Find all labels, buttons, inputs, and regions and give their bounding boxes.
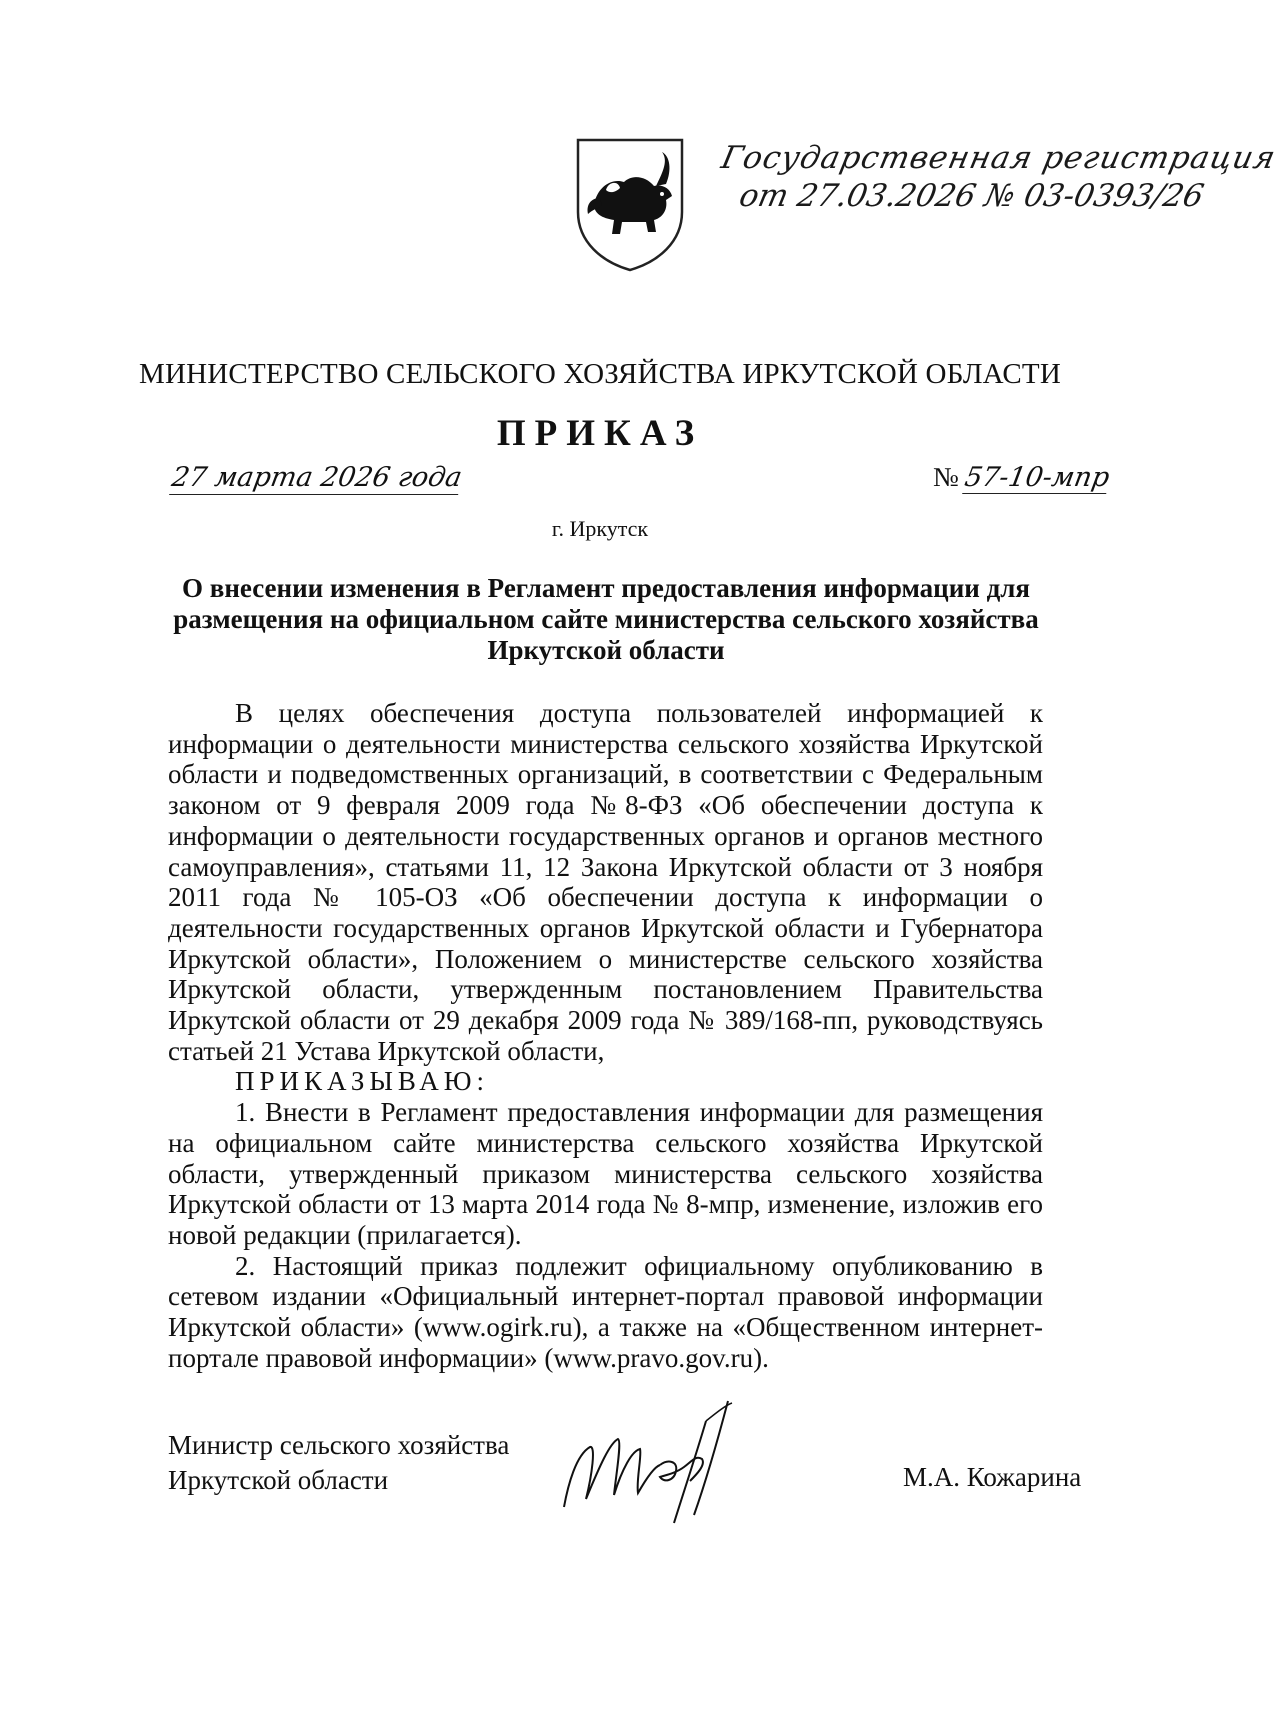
handwritten-signature: [556, 1395, 776, 1535]
order-number-value: 57-10-мпр: [962, 462, 1112, 493]
registration-note-line2: от 27.03.2026 № 03-0393/26: [736, 178, 1207, 214]
signatory-position-line2: Иркутской области: [168, 1465, 389, 1495]
registration-note: [718, 140, 1279, 214]
coat-of-arms-icon: [572, 134, 688, 274]
order-body: [168, 698, 1043, 1373]
number-sign: №: [933, 462, 959, 492]
signatory-position-line1: Министр сельского хозяйства: [168, 1430, 510, 1460]
order-heading: О внесении изменения в Регламент предоставления информации для размещения на официальном сайте министерства сельского хозяйства Иркутской области: [173, 573, 1039, 665]
preamble-paragraph: В целях обеспечения доступа пользователей информацией к информации о деятельности министерства сельского хозяйства Иркутской области и подведомственных организаций, в соответствии с Федеральным законом от 9 февраля 2009 года №8-ФЗ «Об обеспечении доступа к информации о деятельности государственных органов и органов местного самоуправления», статьями 11, 12 Закона Иркутской области от 3 ноября 2011 года № 105-ОЗ «Об обеспечении доступа к информации о деятельности государственных органов Иркутской области и Губернатора Иркутской области», Положением о министерстве сельского хозяйства Иркутской области, утвержденным постановлением Правительства Иркутской области от 29 декабря 2009 года № 389/168-пп, руководствуясь статьей 21 Устава Иркутской области,: [168, 698, 1043, 1066]
signatory-position: [168, 1428, 509, 1498]
document-type-title: ПРИКАЗ: [496, 413, 704, 454]
order-item-1: 1. Внести в Регламент предоставления информации для размещения на официальном сайте министерства сельского хозяйства Иркутской области, утвержденный приказом министерства сельского хозяйства Иркутской области от 13 марта 2014 года № 8-мпр, изменение, изложив его новой редакции (прилагается).: [168, 1097, 1043, 1250]
order-number: [933, 462, 1112, 494]
signatory-name: М.А. Кожарина: [903, 1462, 1082, 1492]
registration-note-line1: Государственная регистрация: [718, 140, 1279, 176]
ministry-name: МИНИСТЕРСТВО СЕЛЬСКОГО ХОЗЯЙСТВА ИРКУТСКОЙ ОБЛАСТИ: [139, 358, 1061, 390]
ordered-keyword: ПРИКАЗЫВАЮ:: [235, 1066, 489, 1097]
city: г. Иркутск: [551, 516, 649, 541]
order-item-2: 2. Настоящий приказ подлежит официальному опубликованию в сетевом издании «Официальный интернет-портал правовой информации Иркутской области» (www.ogirk.ru), а также на «Общественном интернет-портале правовой информации» (www.pravo.gov.ru).: [168, 1250, 1043, 1373]
order-date: 27 марта 2026 года: [169, 462, 465, 493]
